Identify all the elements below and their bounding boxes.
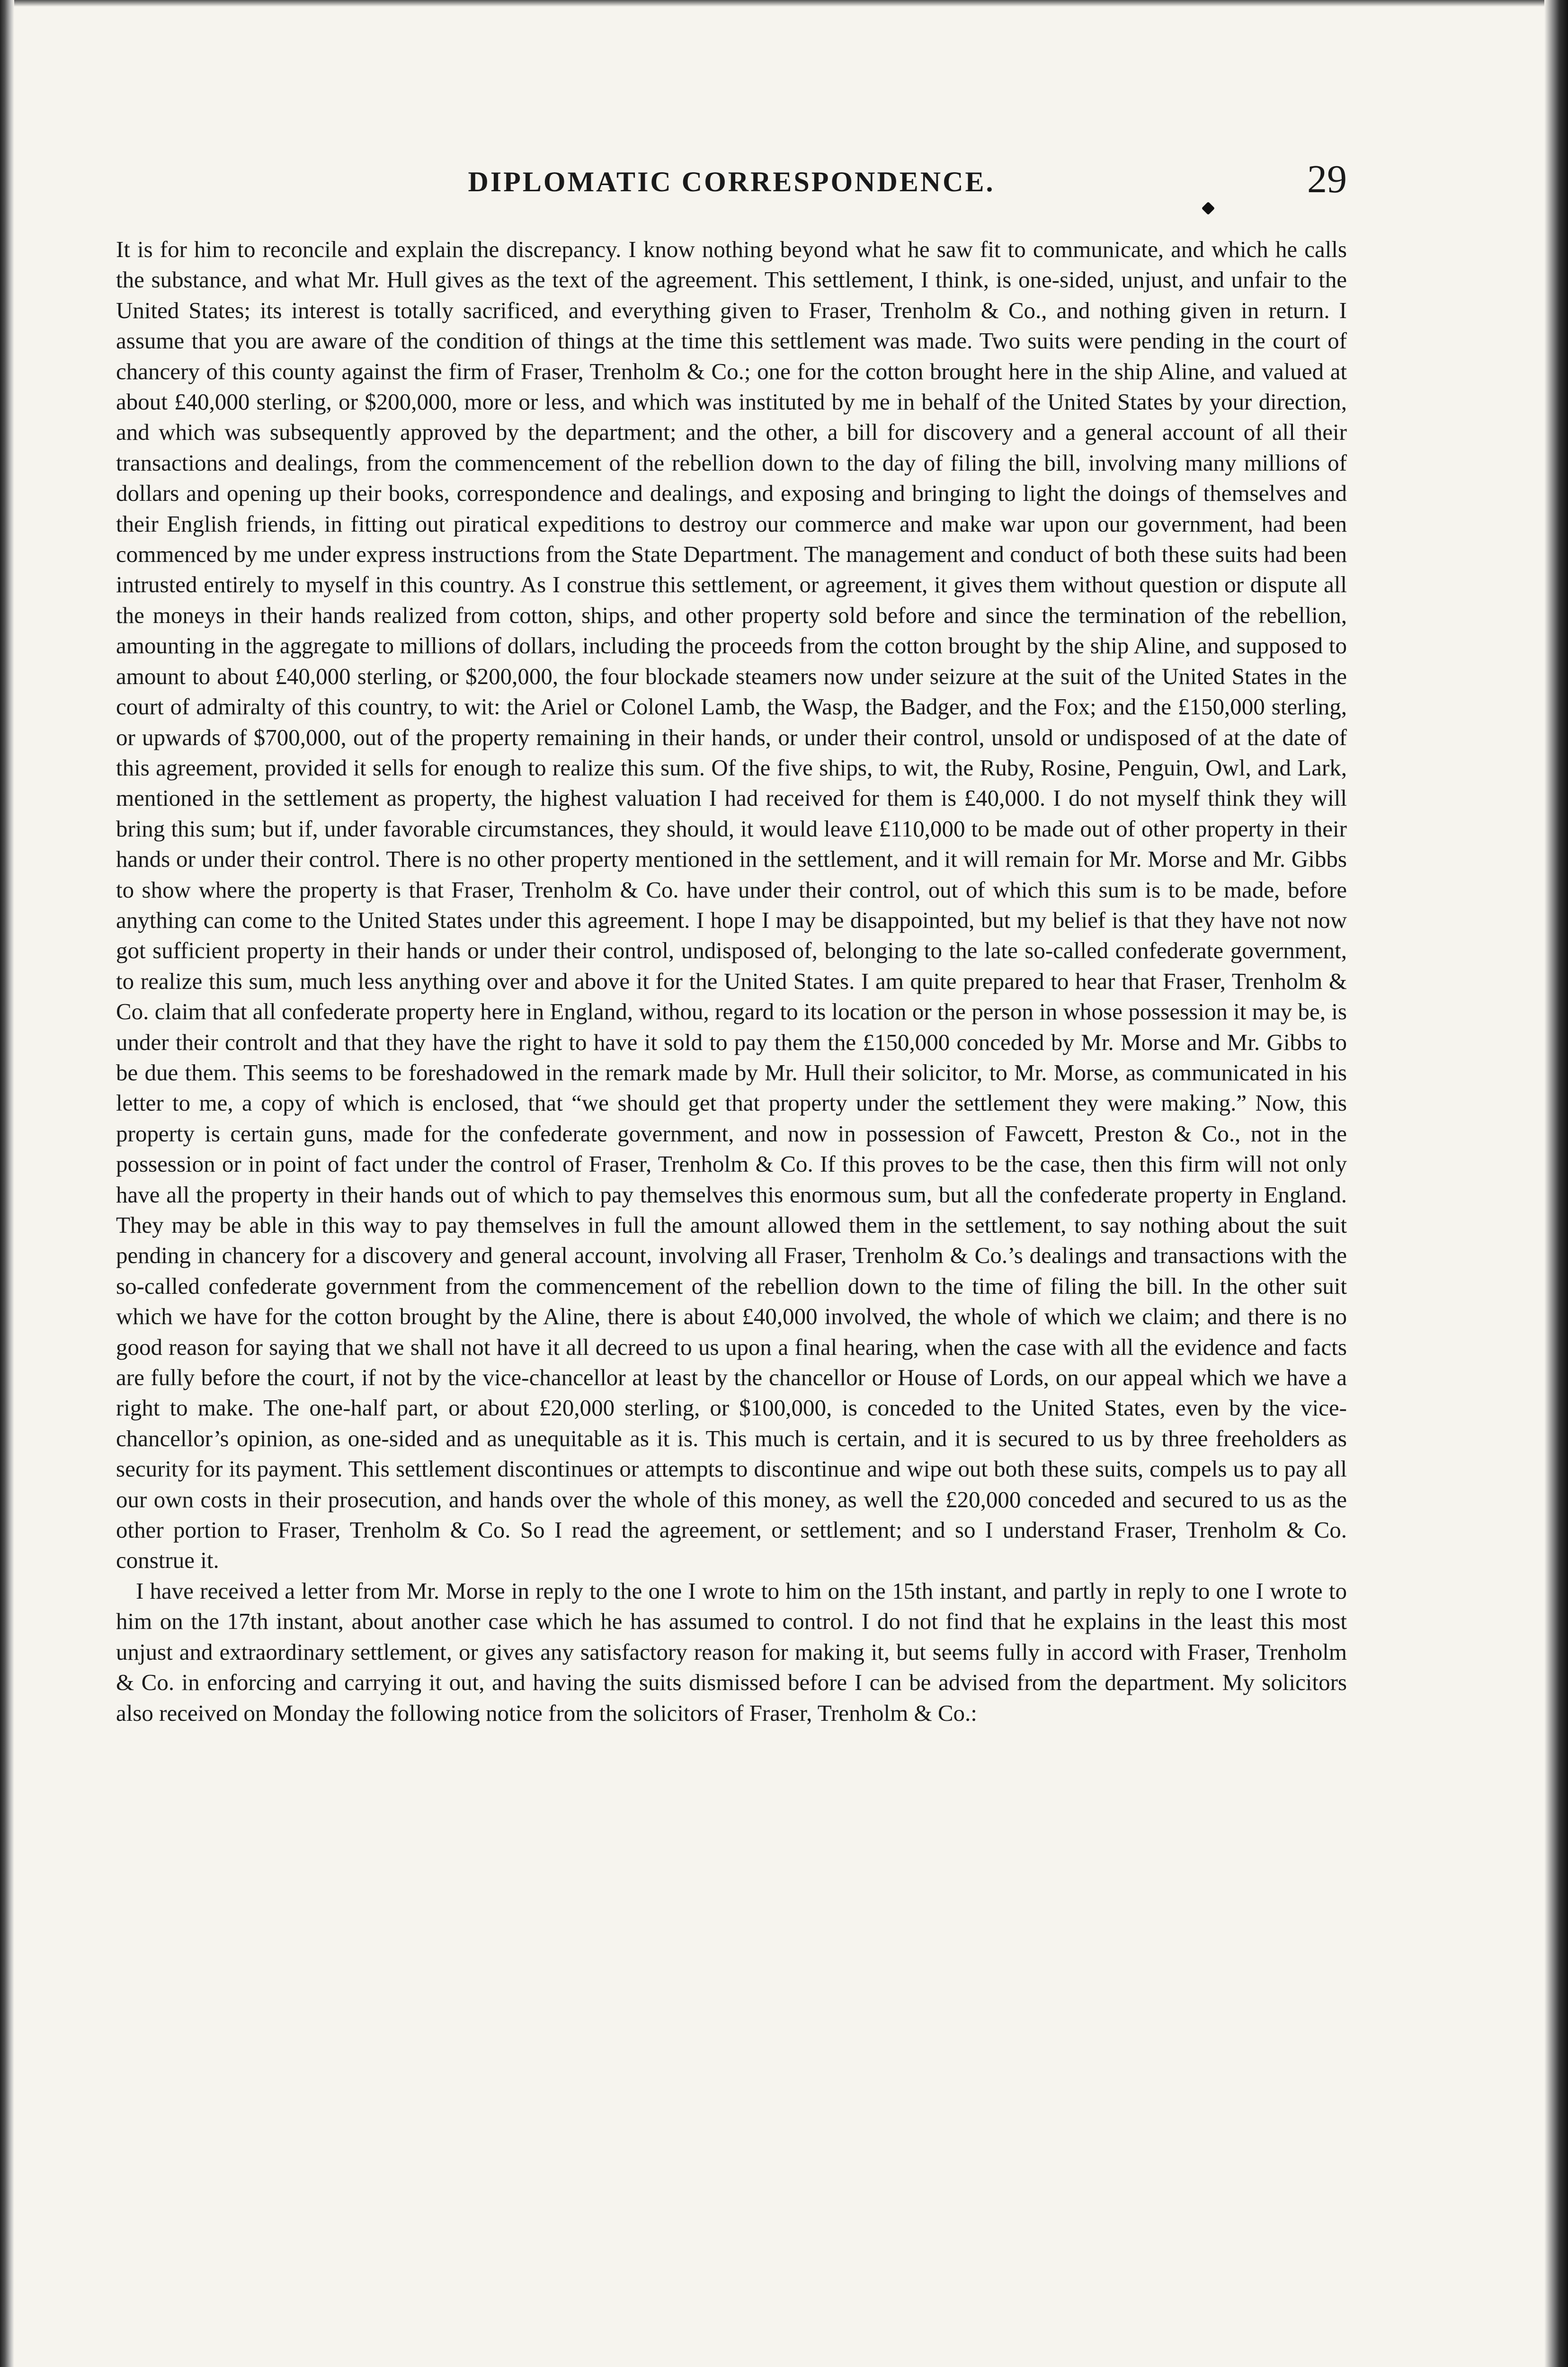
page-top-edge (0, 0, 1568, 7)
page-header (116, 156, 1347, 208)
page-left-edge (0, 0, 14, 2367)
page-right-edge (1544, 0, 1568, 2367)
paragraph-2: I have received a letter from Mr. Morse in reply to the one I wrote to him on the 15th instant, and partly in reply to one I wrote to him on the 17th instant, about another case which he has assumed to control. I do not find that he explains in the least this most unjust and extraordinary settlement, or gives any satisfactory reason for making it, but seems fully in accord with Fraser, Trenholm & Co. in enforcing and carrying it out, and having the suits dismissed before I can be advised from the department. My solicitors also received on Monday the following notice from the solicitors of Fraser, Trenholm & Co.: (116, 1577, 1347, 1726)
document-body (116, 234, 1347, 1728)
paragraph-1: It is for him to reconcile and explain the discrepancy. I know nothing beyond what he saw fit to communicate, and which he calls the substance, and what Mr. Hull gives as the text of the agreement. This settlement, I think, is one-sided, unjust, and unfair to the United States; its interest is totally sacrificed, and everything given to Fraser, Trenholm & Co., and nothing given in return. I assume that you are aware of the condition of things at the time this settlement was made. Two suits were pending in the court of chancery of this county against the firm of Fraser, Trenholm & Co.; one for the cotton brought here in the ship Aline, and valued at about £40,000 sterling, or $200,000, more or less, and which was instituted by me in behalf of the United States by your direction, and which was subsequently approved by the department; and the other, a bill for discovery and a general account of all their transactions and dealings, from the commencement of the rebellion down to the day of filing the bill, involving many millions of dollars and opening up their books, correspondence and dealings, and exposing and bringing to light the doings of themselves and their English friends, in fitting out piratical expeditions to destroy our commerce and make war upon our government, had been commenced by me under express instructions from the State Department. The management and conduct of both these suits had been intrusted entirely to myself in this country. As I construe this settlement, or agreement, it gives them without question or dispute all the moneys in their hands realized from cotton, ships, and other property sold before and since the termination of the rebellion, amounting in the aggregate to millions of dollars, including the proceeds from the cotton brought by the ship Aline, and supposed to amount to about £40,000 sterling, or $200,000, the four blockade steamers now under seizure at the suit of the United States in the court of admiralty of this country, to wit: the Ariel or Colonel Lamb, the Wasp, the Badger, and the Fox; and the £150,000 sterling, or upwards of $700,000, out of the property remaining in their hands, or under their control, unsold or undisposed of at the date of this agreement, provided it sells for enough to realize this sum. Of the five ships, to wit, the Ruby, Rosine, Penguin, Owl, and Lark, mentioned in the settlement as property, the highest valuation I had received for them is £40,000. I do not myself think they will bring this sum; but if, under favorable circumstances, they should, it would leave £110,000 to be made out of other property in their hands or under their control. There is no other property mentioned in the settlement, and it will remain for Mr. Morse and Mr. Gibbs to show where the property is that Fraser, Trenholm & Co. have under their control, out of which this sum is to be made, before anything can come to the United States under this agreement. I hope I may be disappointed, but my belief is that they have not now got sufficient property in their hands or under their control, undisposed of, belonging to the late so-called confederate government, to realize this sum, much less anything over and above it for the United States. I am quite prepared to hear that Fraser, Trenholm & Co. claim that all confederate property here in England, withou, regard to its location or the person in whose possession it may be, is under their controlt and that they have the right to have it sold to pay them the £150,000 conceded by Mr. Morse and Mr. Gibbs to be due them. This seems to be foreshadowed in the remark made by Mr. Hull their solicitor, to Mr. Morse, as communicated in his letter to me, a copy of which is enclosed, that “we should get that property under the settlement they were making.” Now, this property is certain guns, made for the confederate government, and now in possession of Fawcett, Preston & Co., not in the possession or in point of fact under the control of Fraser, Trenholm & Co. If this proves to be the case, then this firm will not only have all the property in their hands out of which to pay themselves this enormous sum, but all the confederate property in England. They may be able in this way to pay themselves in full the amount allowed them in the settlement, to say nothing about the suit pending in chancery for a discovery and general account, involving all Fraser, Trenholm & Co.’s dealings and transactions with the so-called confederate government from the commencement of the rebellion down to the time of filing the bill. In the other suit which we have for the cotton brought by the Aline, there is about £40,000 involved, the whole of which we claim; and there is no good reason for saying that we shall not have it all decreed to us upon a final hearing, when the case with all the evidence and facts are fully before the court, if not by the vice-chancellor at least by the chancellor or House of Lords, on our appeal which we have a right to make. The one-half part, or about £20,000 sterling, or $100,000, is conceded to the United States, even by the vice-chancellor’s opinion, as one-sided and as unequitable as it is. This much is certain, and it is secured to us by three freeholders as security for its payment. This settlement discontinues or attempts to discontinue and wipe out both these suits, compels us to pay all our own costs in their prosecution, and hands over the whole of this money, as well the £20,000 conceded and secured to us as the other portion to Fraser, Trenholm & Co. So I read the agreement, or settlement; and so I understand Fraser, Trenholm & Co. construe it. (116, 236, 1347, 1574)
running-head: DIPLOMATIC CORRESPONDENCE. (468, 166, 995, 197)
page-number: 29 (1307, 157, 1347, 201)
